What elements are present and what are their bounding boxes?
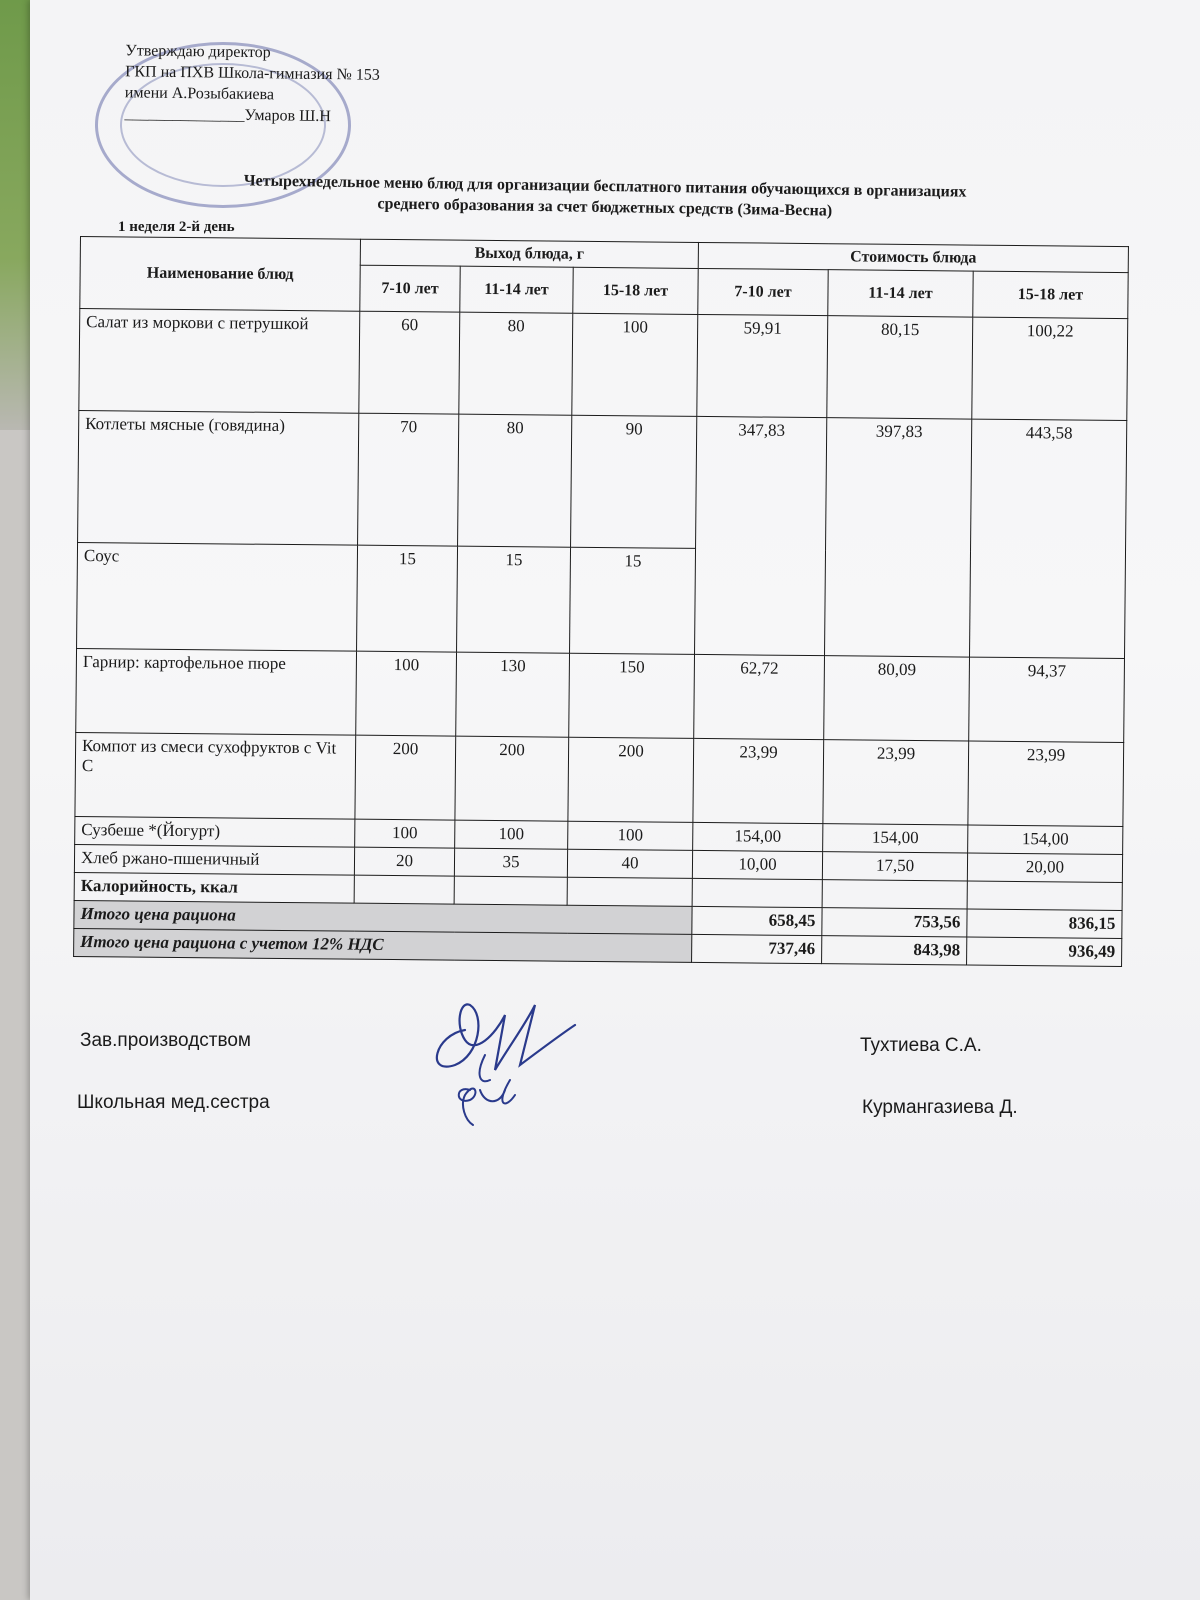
title-line-1: Четырехнедельное меню блюд для организации бесплатного питания обучающихся в организациях bbox=[243, 172, 967, 201]
cost-cell: 23,99 bbox=[693, 738, 824, 823]
yield-cell: 15 bbox=[357, 545, 458, 652]
empty-cell bbox=[692, 878, 822, 907]
total-vat-value: 936,49 bbox=[967, 937, 1122, 966]
dish-name: Гарнир: картофельное пюре bbox=[76, 648, 357, 735]
menu-table-wrapper bbox=[73, 236, 1129, 967]
signature-name-2: Курмангазиева Д. bbox=[862, 1097, 1018, 1118]
total-vat-value: 737,46 bbox=[692, 934, 822, 963]
yield-cell: 200 bbox=[355, 735, 456, 820]
yield-cell: 80 bbox=[459, 312, 573, 415]
table-row bbox=[76, 648, 1125, 742]
cost-cell: 10,00 bbox=[692, 850, 822, 879]
approval-line: Утверждаю директор bbox=[125, 42, 271, 62]
yield-cell: 15 bbox=[570, 547, 696, 654]
handwritten-signature bbox=[425, 995, 595, 1145]
yield-cell: 100 bbox=[355, 819, 455, 848]
cost-cell: 347,83 bbox=[695, 416, 827, 655]
total-label: Итого цена рациона bbox=[74, 900, 692, 934]
header-cost: Стоимость блюда bbox=[698, 242, 1128, 272]
header-age: 15-18 лет bbox=[573, 267, 698, 314]
approval-line: _______________Умаров Ш.Н bbox=[124, 105, 331, 126]
approval-line: ГКП на ПХВ Школа-гимназия № 153 bbox=[125, 63, 380, 84]
empty-cell bbox=[454, 876, 567, 905]
title-line-2: среднего образования за счет бюджетных средств (Зима-Весна) bbox=[377, 195, 833, 220]
yield-cell: 100 bbox=[568, 821, 693, 850]
dish-name: Хлеб ржано-пшеничный bbox=[74, 844, 354, 875]
signature-role-nurse: Школьная мед.сестра bbox=[77, 1092, 270, 1113]
total-value: 836,15 bbox=[967, 909, 1122, 938]
approval-block bbox=[124, 40, 380, 128]
cost-cell: 62,72 bbox=[694, 654, 825, 739]
dish-name: Салат из моркови с петрушкой bbox=[79, 309, 360, 414]
calories-label: Калорийность, ккал bbox=[74, 872, 354, 903]
yield-cell: 100 bbox=[356, 651, 457, 736]
table-row bbox=[79, 309, 1128, 421]
cost-cell: 443,58 bbox=[969, 419, 1126, 658]
yield-cell: 70 bbox=[358, 413, 459, 546]
yield-cell: 80 bbox=[458, 414, 572, 547]
table-row bbox=[78, 410, 1127, 552]
cost-cell: 23,99 bbox=[968, 741, 1124, 826]
signature-name-1: Тухтиева С.А. bbox=[860, 1035, 982, 1056]
menu-table bbox=[73, 236, 1129, 967]
empty-cell bbox=[822, 880, 967, 909]
yield-cell: 200 bbox=[455, 736, 569, 821]
yield-cell: 15 bbox=[457, 546, 571, 653]
cost-cell: 17,50 bbox=[822, 852, 967, 881]
signature-role-production: Зав.производством bbox=[80, 1030, 251, 1051]
dish-name: Компот из смеси сухофруктов с Vit C bbox=[75, 732, 356, 819]
cost-cell: 23,99 bbox=[823, 740, 969, 825]
total-value: 753,56 bbox=[822, 908, 967, 937]
yield-cell: 200 bbox=[568, 737, 694, 822]
yield-cell: 100 bbox=[572, 313, 698, 416]
cost-cell: 80,09 bbox=[824, 656, 970, 741]
header-age: 15-18 лет bbox=[973, 271, 1128, 318]
yield-cell: 60 bbox=[359, 311, 460, 414]
empty-cell bbox=[967, 881, 1122, 910]
week-label: 1 неделя 2-й день bbox=[118, 219, 235, 235]
cost-cell: 59,91 bbox=[697, 314, 828, 417]
yield-cell: 35 bbox=[454, 848, 567, 877]
dish-name: Котлеты мясные (говядина) bbox=[78, 410, 359, 545]
empty-cell bbox=[567, 877, 692, 906]
cost-cell: 20,00 bbox=[967, 853, 1122, 882]
dish-name: Сузбеше *(Йогурт) bbox=[75, 816, 355, 847]
header-age: 11-14 лет bbox=[828, 270, 973, 317]
yield-cell: 130 bbox=[456, 652, 570, 737]
header-yield: Выход блюда, г bbox=[360, 239, 698, 268]
cost-cell: 100,22 bbox=[972, 317, 1128, 420]
yield-cell: 100 bbox=[455, 820, 568, 849]
header-age: 11-14 лет bbox=[460, 266, 573, 313]
total-vat-label: Итого цена рациона с учетом 12% НДС bbox=[74, 928, 692, 962]
total-value: 658,45 bbox=[692, 906, 822, 935]
empty-cell bbox=[354, 875, 454, 904]
cost-cell: 154,00 bbox=[823, 824, 968, 853]
dish-name: Соус bbox=[77, 542, 358, 651]
yield-cell: 20 bbox=[354, 847, 454, 876]
header-dish-name: Наименование блюд bbox=[80, 237, 361, 312]
cost-cell: 80,15 bbox=[827, 316, 973, 419]
table-row bbox=[75, 732, 1124, 826]
yield-cell: 40 bbox=[567, 849, 692, 878]
header-age: 7-10 лет bbox=[360, 265, 460, 312]
header-age: 7-10 лет bbox=[698, 268, 828, 315]
yield-cell: 90 bbox=[571, 415, 697, 548]
cost-cell: 397,83 bbox=[825, 418, 972, 657]
cost-cell: 154,00 bbox=[693, 822, 823, 851]
approval-line: имени А.Розыбакиева bbox=[124, 84, 275, 104]
yield-cell: 150 bbox=[569, 653, 695, 738]
cost-cell: 154,00 bbox=[968, 825, 1123, 854]
total-vat-value: 843,98 bbox=[822, 936, 967, 965]
cost-cell: 94,37 bbox=[969, 657, 1125, 742]
